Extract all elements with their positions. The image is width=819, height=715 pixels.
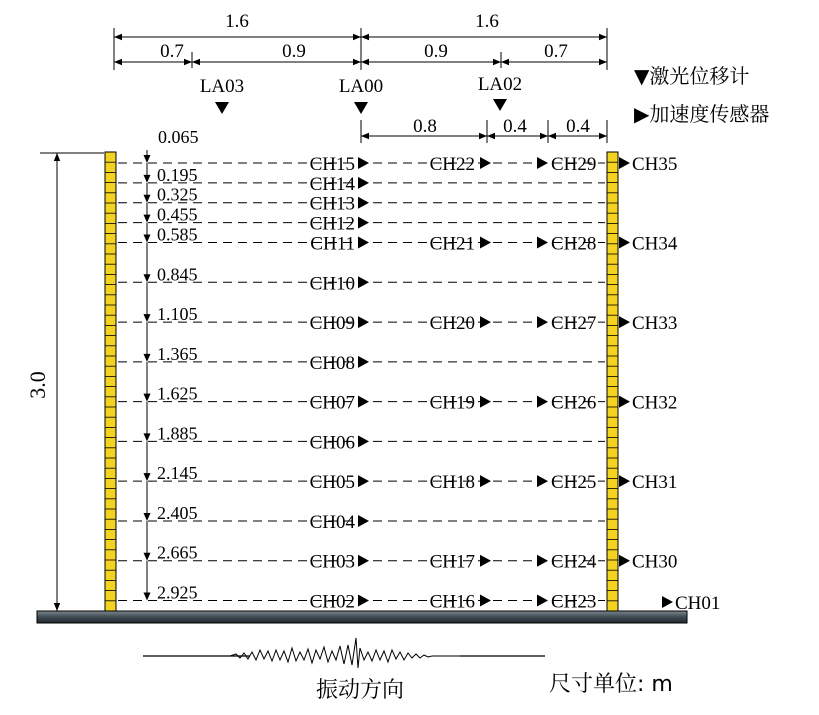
accelerometer-marker: [537, 475, 548, 487]
channel-label: CH01: [675, 593, 721, 614]
channel-label: CH26: [551, 392, 597, 414]
accelerometer-marker: [358, 157, 369, 169]
channel-label: CH07: [309, 392, 355, 414]
accelerometer-marker: [358, 396, 369, 408]
channel-label: CH27: [551, 313, 597, 335]
laser-label-la03: LA03: [199, 76, 245, 97]
top-dimensions: [114, 11, 607, 70]
accelerometer-marker: [480, 475, 491, 487]
accelerometer-marker: [358, 177, 369, 189]
accelerometer-marker: [480, 555, 491, 567]
depth-label: 2.145: [157, 463, 198, 484]
dim-left-total: 1.6: [225, 11, 249, 32]
depth-label: 1.625: [157, 383, 198, 404]
channel-label: CH34: [632, 233, 678, 255]
dim-right-seg-2: 0.7: [544, 41, 568, 62]
legend: [634, 64, 769, 126]
channel-label: CH09: [309, 313, 355, 335]
vibration-direction-label: 振动方向: [315, 678, 405, 703]
channel-label: CH20: [429, 313, 475, 335]
channel-label: CH11: [310, 233, 355, 255]
height-dimension: [25, 153, 104, 611]
shake-table-base: [37, 611, 687, 623]
channel-label: CH15: [309, 153, 355, 175]
left-wall: [105, 152, 116, 611]
sensor-layout: [118, 127, 720, 614]
channel-label: CH31: [632, 472, 678, 494]
depth-label: 1.365: [157, 343, 198, 364]
laser-marker-la03: [215, 102, 229, 114]
accelerometer-marker: [619, 316, 630, 328]
channel-label: CH10: [309, 273, 355, 295]
accel-dim-2: 0.4: [503, 116, 527, 137]
accelerometer-marker: [358, 595, 369, 607]
accelerometer-marker: [358, 197, 369, 209]
accelerometer-marker: [619, 475, 630, 487]
unit-label: 尺寸单位: m: [549, 672, 673, 697]
channel-label: CH17: [429, 551, 475, 573]
vibration-waveform: [230, 638, 460, 668]
accel-dim-3: 0.4: [566, 116, 590, 137]
channel-label: CH12: [309, 213, 355, 235]
accelerometer-marker: [537, 316, 548, 328]
depth-label: 0.845: [157, 264, 198, 285]
dim-left-seg-1: 0.7: [160, 41, 184, 62]
channel-label: CH14: [309, 173, 355, 195]
accelerometer-marker: [537, 157, 548, 169]
laser-label-la02: LA02: [477, 74, 523, 95]
accelerometer-marker: [358, 356, 369, 368]
depth-label: 1.885: [157, 423, 198, 444]
laser-sensors: [200, 74, 522, 114]
channel-label: CH19: [429, 392, 475, 414]
channel-label: CH05: [309, 472, 355, 494]
accelerometer-marker: [358, 276, 369, 288]
channel-label: CH21: [429, 233, 475, 255]
dim-right-total: 1.6: [475, 11, 499, 32]
dim-right-seg-1: 0.9: [424, 41, 448, 62]
accelerometer-marker: [358, 237, 369, 249]
channel-label: CH13: [309, 193, 355, 215]
accel-spacing-dimensions: [361, 116, 607, 143]
depth-label: 0.325: [157, 184, 198, 205]
channel-label: CH03: [309, 551, 355, 573]
depth-label: 0.585: [157, 224, 198, 245]
channel-label: CH16: [429, 591, 475, 613]
dim-left-seg-2: 0.9: [282, 41, 306, 62]
accelerometer-marker: [480, 396, 491, 408]
legend-accel: ▶加速度传感器: [634, 102, 770, 126]
depth-label: 2.925: [157, 582, 198, 603]
laser-marker-la02: [493, 99, 507, 111]
channel-label: CH08: [309, 352, 355, 374]
accelerometer-marker: [480, 157, 491, 169]
accelerometer-marker: [619, 396, 630, 408]
accelerometer-marker: [358, 515, 369, 527]
laser-label-la00: LA00: [338, 76, 384, 97]
accelerometer-marker: [358, 435, 369, 447]
depth-label: 2.665: [157, 542, 198, 563]
accelerometer-marker: [537, 237, 548, 249]
channel-label: CH04: [309, 511, 355, 533]
accelerometer-marker: [662, 596, 673, 608]
legend-laser: ▼激光位移计: [634, 64, 750, 88]
accel-dim-1: 0.8: [413, 116, 437, 137]
accelerometer-marker: [358, 475, 369, 487]
channel-label: CH28: [551, 233, 597, 255]
accelerometer-marker: [358, 316, 369, 328]
channel-label: CH35: [632, 153, 678, 175]
accelerometer-marker: [537, 595, 548, 607]
accelerometer-marker: [480, 316, 491, 328]
channel-label: CH24: [551, 551, 597, 573]
accelerometer-marker: [537, 396, 548, 408]
vibration-indicator: [143, 638, 673, 703]
depth-label: 0.065: [158, 127, 199, 147]
depth-label: 0.455: [157, 204, 198, 225]
accelerometer-marker: [619, 237, 630, 249]
channel-label: CH30: [632, 551, 678, 573]
depth-label: 2.405: [157, 502, 198, 523]
accelerometer-marker: [480, 237, 491, 249]
accelerometer-marker: [358, 555, 369, 567]
depth-label: 1.105: [157, 304, 198, 325]
channel-label: CH23: [551, 591, 597, 613]
accelerometer-marker: [358, 217, 369, 229]
channel-label: CH02: [309, 591, 355, 613]
accelerometer-marker: [619, 555, 630, 567]
accelerometer-marker: [619, 157, 630, 169]
depth-label: 0.195: [157, 164, 198, 185]
channel-label: CH25: [551, 472, 597, 494]
channel-label: CH18: [429, 472, 475, 494]
channel-label: CH22: [429, 153, 475, 175]
depth-arrows: [144, 150, 151, 601]
laser-marker-la00: [354, 102, 368, 114]
channel-label: CH32: [632, 392, 678, 414]
channel-label: CH33: [632, 313, 678, 335]
right-wall: [607, 152, 618, 611]
channel-label: CH29: [551, 153, 597, 175]
channel-label: CH06: [309, 432, 355, 454]
height-label: 3.0: [25, 371, 50, 399]
accelerometer-marker: [480, 595, 491, 607]
accelerometer-marker: [537, 555, 548, 567]
